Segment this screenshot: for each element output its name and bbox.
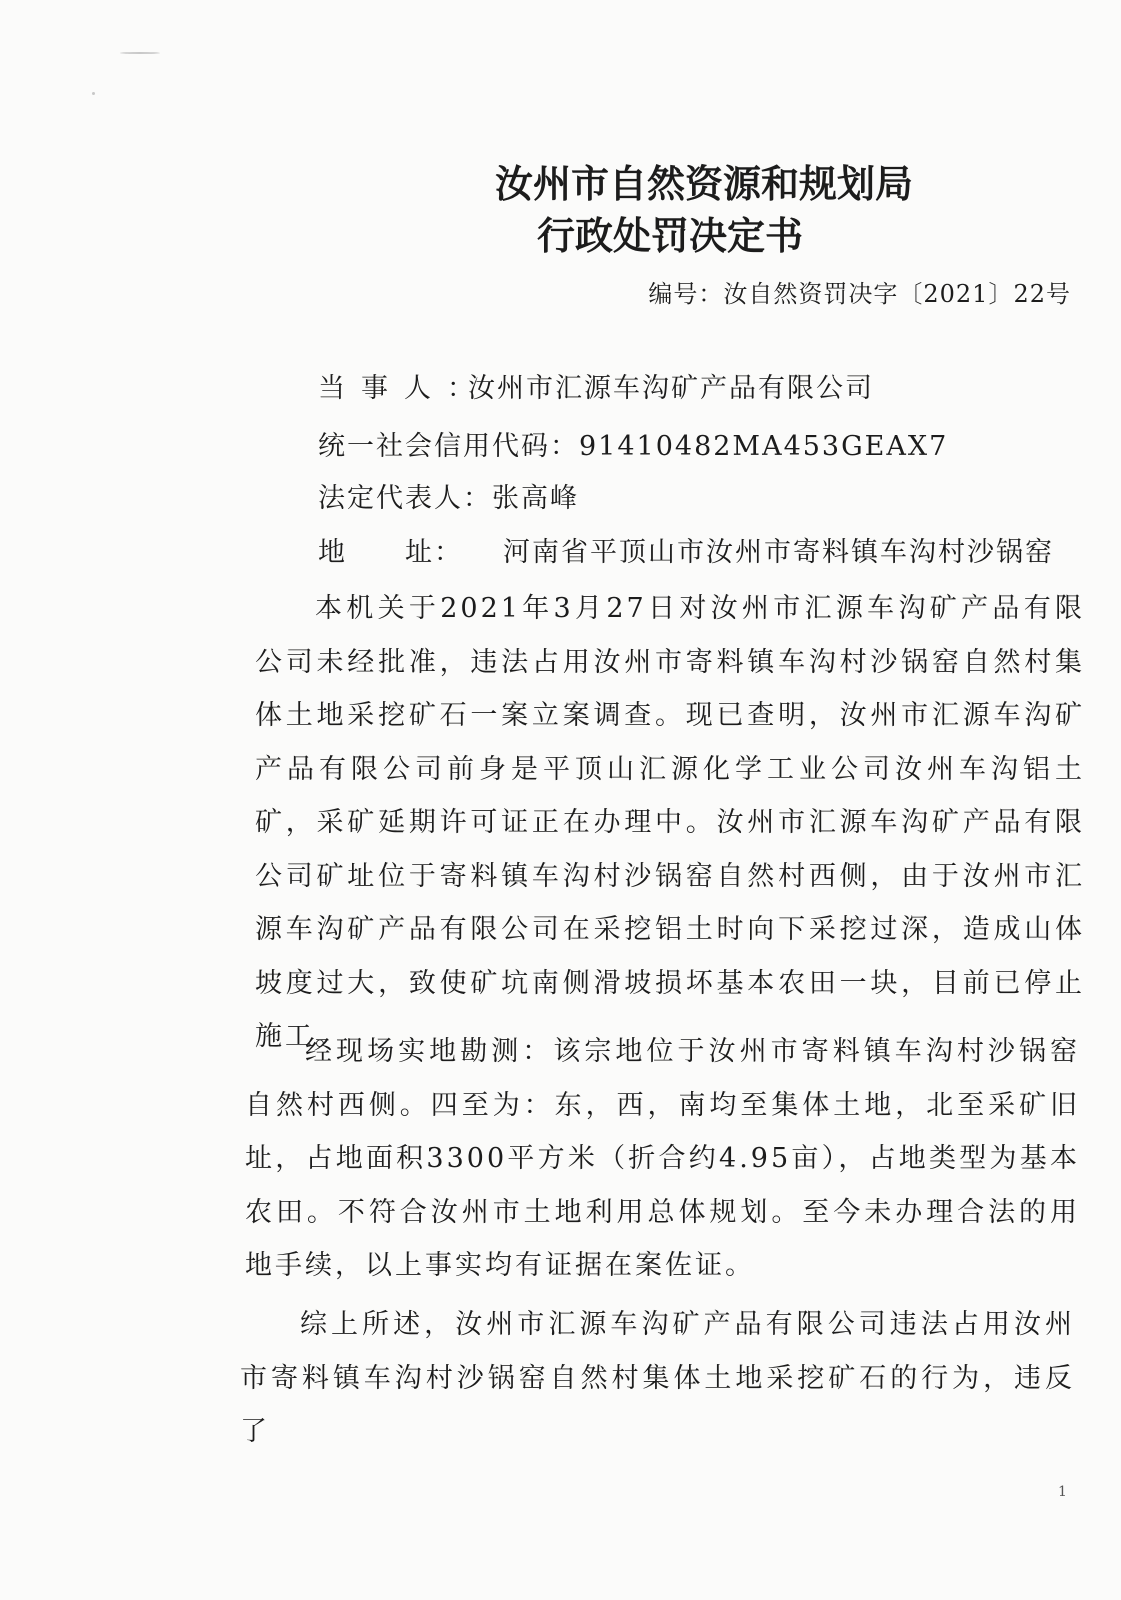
address-field [318, 530, 1054, 569]
paragraph-conclusion: 综上所述，汝州市汇源车沟矿产品有限公司违法占用汝州市寄料镇车沟村沙锅窑自然村集体土地采挖矿石的行为，违反了 [240, 1309, 1075, 1447]
party-field [318, 366, 874, 405]
title-doc-type: 行政处罚决定书 [537, 214, 804, 258]
document-number: 编号：汝自然资罚决字〔2021〕22号 [648, 280, 1071, 308]
scan-artifact [120, 52, 160, 54]
legal-rep-field [318, 476, 579, 515]
paragraph-survey: 经现场实地勘测：该宗地位于汝州市寄料镇车沟村沙锅窑自然村西侧。四至为：东，西，南均至集体土地，北至采矿旧址，占地面积3300平方米（折合约4.95亩），占地类型为基本农田。不符合汝州市土地利用总体规划。至今未办理合法的用地手续，以上事实均有证据在案佐证。 [245, 1036, 1080, 1281]
paragraph-investigation: 本机关于2021年3月27日对汝州市汇源车沟矿产品有限公司未经批准，违法占用汝州市寄料镇车沟村沙锅窑自然村集体土地采挖矿石一案立案调查。现已查明，汝州市汇源车沟矿产品有限公司前身是平顶山汇源化学工业公司汝州车沟铝土矿，采矿延期许可证正在办理中。汝州市汇源车沟矿产品有限公司矿址位于寄料镇车沟村沙锅窑自然村西侧，由于汝州市汇源车沟矿产品有限公司在采挖铝土时向下采挖过深，造成山体坡度过大，致使矿坑南侧滑坡损坏基本农田一块，目前已停止施工。 [255, 593, 1085, 1052]
legal-rep-label: 法定代表人： [318, 483, 492, 514]
document-title [495, 158, 955, 262]
address-label: 地 址： [318, 537, 463, 568]
title-agency: 汝州市自然资源和规划局 [495, 162, 914, 206]
party-label: 当事人： [318, 373, 490, 404]
legal-rep-value: 张高峰 [492, 483, 579, 514]
credit-code-label: 统一社会信用代码： [318, 431, 579, 462]
page-number: 1 [1058, 1484, 1067, 1500]
credit-code-field [318, 424, 948, 463]
credit-code-value: 91410482MA453GEAX7 [579, 431, 949, 462]
address-value: 河南省平顶山市汝州市寄料镇车沟村沙锅窑 [503, 537, 1054, 568]
scan-artifact [92, 92, 95, 95]
party-value: 汝州市汇源车沟矿产品有限公司 [468, 373, 874, 404]
